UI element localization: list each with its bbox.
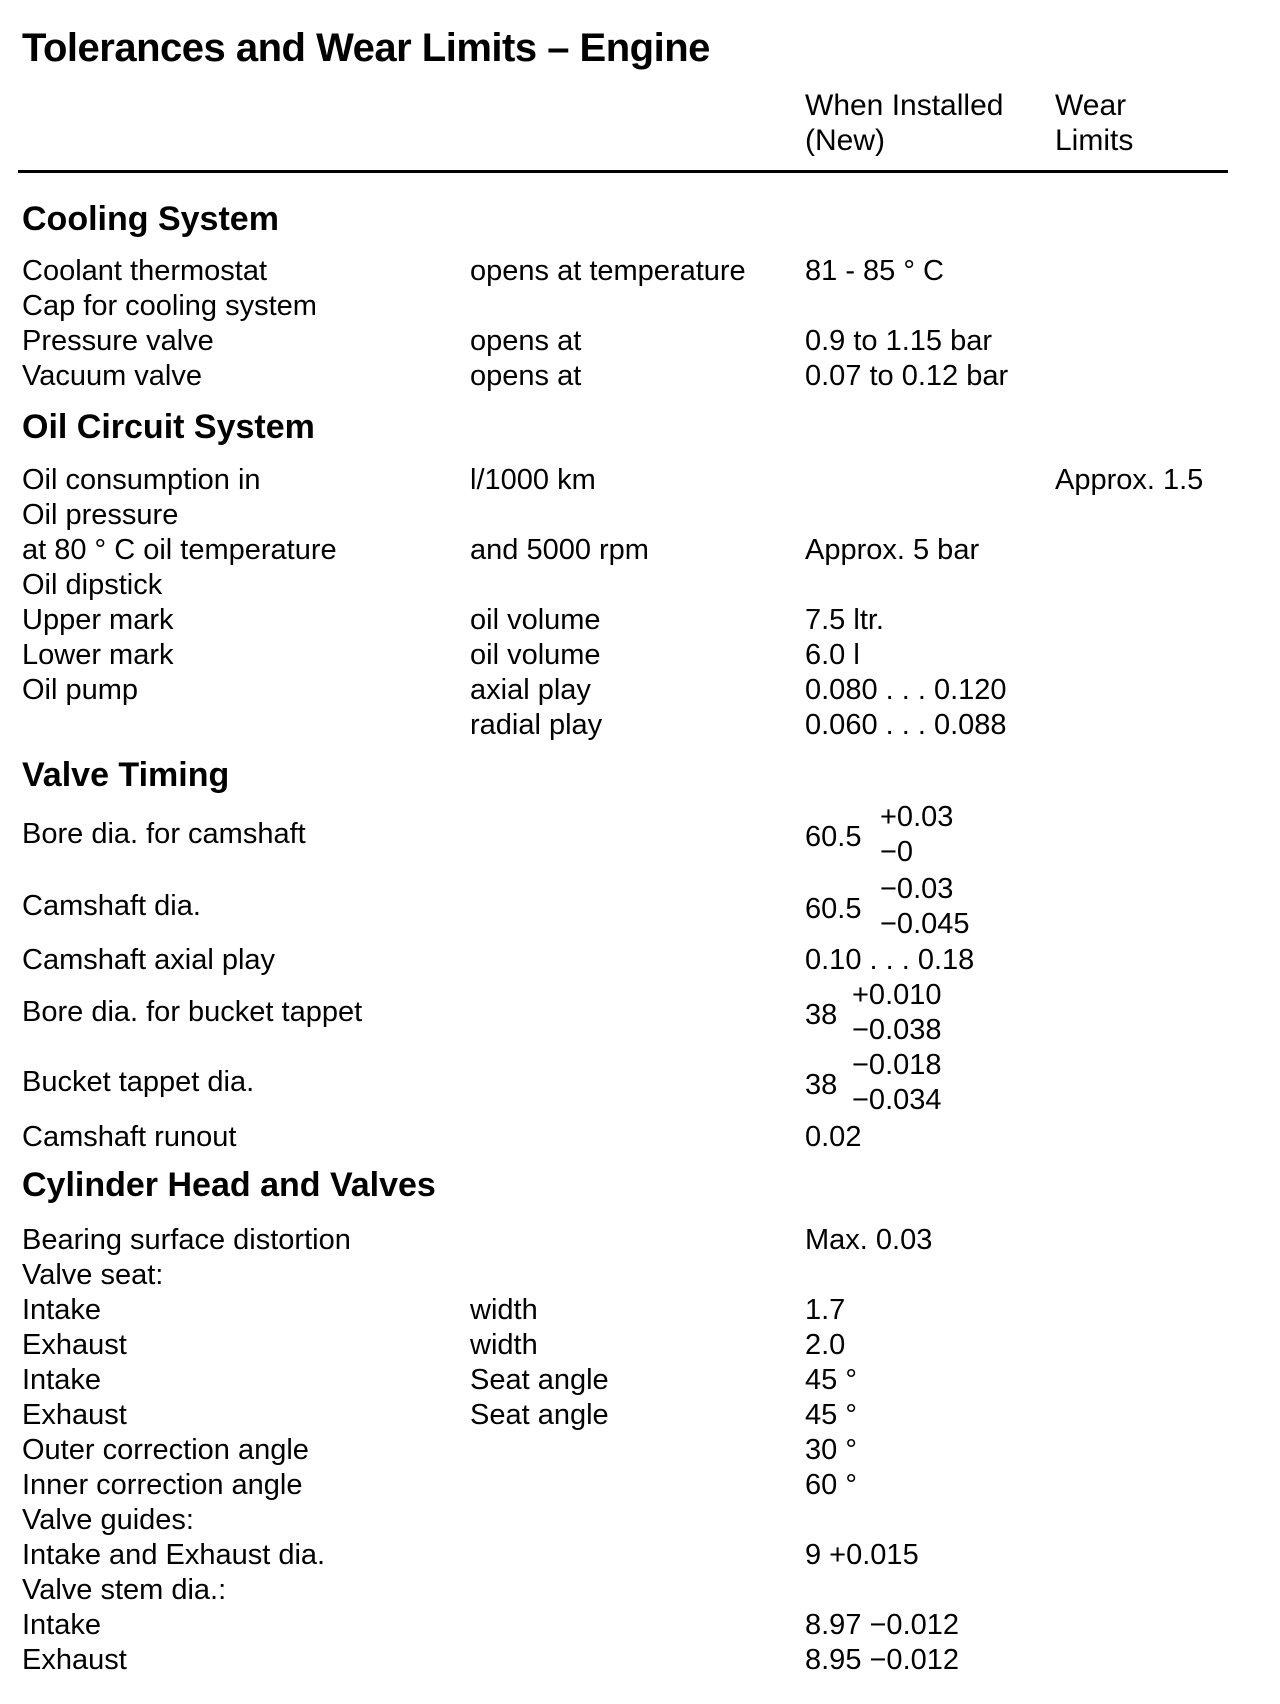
row-name: Exhaust [22,1329,127,1361]
column-header-installed-line2: (New) [805,124,885,157]
row-installed-value: Approx. 5 bar [805,534,980,566]
row-condition: Seat angle [470,1399,609,1431]
row-name: Vacuum valve [22,360,202,392]
table-row-tolerance [0,800,1280,870]
row-name: Exhaust [22,1644,127,1676]
row-installed-value: 1.7 [805,1294,846,1326]
table-row [0,1398,1280,1433]
row-installed-value: 8.97 −0.012 [805,1609,960,1641]
row-installed-value: Max. 0.03 [805,1224,933,1256]
table-row [0,1468,1280,1503]
table-row [0,359,1280,394]
row-condition: Seat angle [470,1364,609,1396]
row-name: Coolant thermostat [22,255,268,287]
row-installed-value: 30 ° [805,1434,857,1466]
row-condition: width [470,1329,538,1361]
table-row [0,1573,1280,1608]
row-installed-value: 8.95 −0.012 [805,1644,960,1676]
header-divider [18,170,1228,173]
row-installed-value: 2.0 [805,1329,846,1361]
row-name: Valve guides: [22,1504,194,1536]
row-name: Intake [22,1364,101,1396]
nominal-value: 60.5 [805,821,862,853]
row-name: Intake [22,1609,101,1641]
nominal-value: 38 [805,999,838,1031]
row-name: Outer correction angle [22,1434,309,1466]
table-row [0,603,1280,638]
row-installed-value: 6.0 l [805,639,860,671]
table-row [0,254,1280,289]
row-name: Upper mark [22,604,174,636]
row-installed-value: 7.5 ltr. [805,604,884,636]
table-row [0,289,1280,324]
table-row-tolerance [0,978,1280,1048]
column-header-wear-line2: Limits [1055,124,1134,157]
table-row [0,1293,1280,1328]
row-condition: axial play [470,674,591,706]
row-name: Exhaust [22,1399,127,1431]
row-installed-value: 0.060 . . . 0.088 [805,709,1007,741]
table-row [0,498,1280,533]
row-condition: l/1000 km [470,464,596,496]
lower-tolerance: −0.034 [852,1084,942,1116]
row-installed-value: 0.10 . . . 0.18 [805,944,975,976]
row-installed-value: 81 - 85 ° C [805,255,944,287]
table-row [0,463,1280,498]
upper-tolerance: +0.03 [880,801,954,833]
row-name: Oil dipstick [22,569,163,601]
table-row [0,1503,1280,1538]
row-name: Intake and Exhaust dia. [22,1539,326,1571]
table-row-tolerance [0,872,1280,942]
lower-tolerance: −0.045 [880,908,970,940]
nominal-value: 60.5 [805,893,862,925]
row-name: Inner correction angle [22,1469,303,1501]
table-row [0,708,1280,743]
upper-tolerance: +0.010 [852,979,942,1011]
row-installed-value: 0.080 . . . 0.120 [805,674,1007,706]
row-name: Bore dia. for camshaft [22,818,306,850]
column-header-wear-line1: Wear [1055,89,1127,122]
row-name: Valve seat: [22,1259,164,1291]
row-condition: opens at [470,325,582,357]
row-name: Lower mark [22,639,174,671]
row-name: Bucket tappet dia. [22,1066,255,1098]
row-condition: oil volume [470,639,601,671]
table-row [0,1120,1280,1155]
row-condition: opens at [470,360,582,392]
row-name: at 80 ° C oil temperature [22,534,337,566]
row-wear-value: Approx. 1.5 [1055,464,1204,496]
row-name: Cap for cooling system [22,290,317,322]
table-row [0,1433,1280,1468]
row-name: Pressure valve [22,325,214,357]
row-condition: and 5000 rpm [470,534,649,566]
row-name: Oil consumption in [22,464,261,496]
section-heading-valve-timing: Valve Timing [22,756,230,794]
row-name: Oil pump [22,674,139,706]
table-row-tolerance [0,1048,1280,1118]
row-installed-value: 45 ° [805,1364,857,1396]
row-name: Camshaft axial play [22,944,276,976]
row-condition: opens at temperature [470,255,746,287]
row-name: Bore dia. for bucket tappet [22,996,363,1028]
table-row [0,533,1280,568]
row-condition: radial play [470,709,603,741]
lower-tolerance: −0.038 [852,1014,942,1046]
row-installed-value: 0.07 to 0.12 bar [805,360,1009,392]
column-header-installed-line1: When Installed [805,89,1004,122]
row-condition: oil volume [470,604,601,636]
row-name: Bearing surface distortion [22,1224,351,1256]
row-installed-value: 45 ° [805,1399,857,1431]
column-header-installed [805,88,1003,158]
row-name: Camshaft dia. [22,890,201,922]
table-row [0,1608,1280,1643]
row-name: Intake [22,1294,101,1326]
row-name: Oil pressure [22,499,179,531]
table-row [0,324,1280,359]
table-row [0,1363,1280,1398]
table-row [0,1223,1280,1258]
upper-tolerance: −0.03 [880,873,954,905]
section-heading-cooling: Cooling System [22,200,279,238]
table-row [0,673,1280,708]
section-heading-oil: Oil Circuit System [22,408,315,446]
table-row [0,943,1280,978]
table-row [0,1538,1280,1573]
section-heading-cylinder-head: Cylinder Head and Valves [22,1166,436,1204]
row-name: Valve stem dia.: [22,1574,227,1606]
lower-tolerance: −0 [880,836,914,868]
row-installed-value: 60 ° [805,1469,857,1501]
row-condition: width [470,1294,538,1326]
page-title: Tolerances and Wear Limits – Engine [22,26,710,70]
table-row [0,638,1280,673]
upper-tolerance: −0.018 [852,1049,942,1081]
table-row [0,568,1280,603]
row-installed-value: 0.02 [805,1121,862,1153]
table-row [0,1643,1280,1678]
row-installed-value: 9 +0.015 [805,1539,919,1571]
table-row [0,1328,1280,1363]
nominal-value: 38 [805,1069,838,1101]
column-header-wear [1055,88,1133,158]
row-installed-value: 0.9 to 1.15 bar [805,325,993,357]
table-row [0,1258,1280,1293]
row-name: Camshaft runout [22,1121,237,1153]
